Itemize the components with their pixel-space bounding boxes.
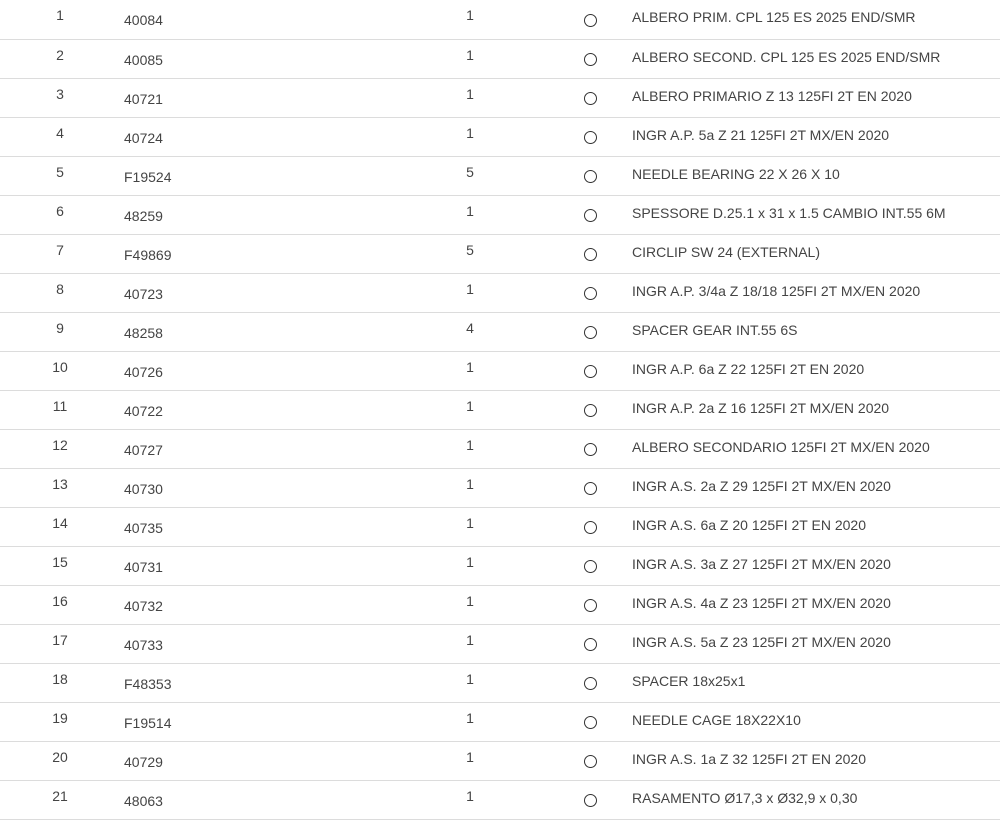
table-row (0, 351, 1000, 390)
part-code-cell (120, 741, 324, 780)
part-code: 40732 (124, 597, 163, 614)
position-cell (0, 507, 120, 546)
radio-circle-icon[interactable] (584, 14, 597, 27)
radio-circle-icon[interactable] (584, 92, 597, 105)
position-cell (0, 468, 120, 507)
part-code: 40722 (124, 402, 163, 419)
quantity-cell (324, 0, 560, 39)
part-description: INGR A.S. 3a Z 27 125FI 2T MX/EN 2020 (632, 555, 891, 572)
table-row (0, 39, 1000, 78)
radio-circle-icon[interactable] (584, 248, 597, 261)
position-cell (0, 0, 120, 39)
position-cell (0, 273, 120, 312)
position-cell (0, 702, 120, 741)
part-code: 40084 (124, 12, 163, 29)
table-row (0, 273, 1000, 312)
description-cell (620, 312, 1000, 351)
table-row (0, 0, 1000, 39)
select-cell (560, 156, 620, 195)
position-number: 12 (52, 436, 68, 453)
quantity: 1 (466, 202, 474, 219)
position-number: 15 (52, 553, 68, 570)
position-number: 20 (52, 748, 68, 765)
position-number: 11 (52, 397, 68, 414)
quantity-cell (324, 117, 560, 156)
position-number: 9 (56, 319, 64, 336)
position-number: 13 (52, 475, 68, 492)
table-row (0, 624, 1000, 663)
part-code-cell (120, 234, 324, 273)
description-cell (620, 546, 1000, 585)
position-cell (0, 195, 120, 234)
description-cell (620, 702, 1000, 741)
table-row (0, 429, 1000, 468)
select-cell (560, 117, 620, 156)
table-row (0, 195, 1000, 234)
quantity-cell (324, 234, 560, 273)
position-number: 6 (56, 202, 64, 219)
select-cell (560, 351, 620, 390)
quantity: 1 (466, 475, 474, 492)
quantity-cell (324, 585, 560, 624)
radio-circle-icon[interactable] (584, 53, 597, 66)
select-cell (560, 546, 620, 585)
select-cell (560, 741, 620, 780)
quantity: 1 (466, 514, 474, 531)
quantity: 1 (466, 553, 474, 570)
description-cell (620, 585, 1000, 624)
part-description: ALBERO PRIM. CPL 125 ES 2025 END/SMR (632, 9, 916, 26)
part-code: 48258 (124, 324, 163, 341)
table-row (0, 312, 1000, 351)
part-description: INGR A.P. 5a Z 21 125FI 2T MX/EN 2020 (632, 126, 890, 143)
quantity-cell (324, 429, 560, 468)
description-cell (620, 273, 1000, 312)
part-code: 40735 (124, 519, 163, 536)
radio-circle-icon[interactable] (584, 638, 597, 651)
quantity-cell (324, 156, 560, 195)
part-code: 40733 (124, 636, 163, 653)
radio-circle-icon[interactable] (584, 170, 597, 183)
part-description: SPESSORE D.25.1 x 31 x 1.5 CAMBIO INT.55 6M (632, 204, 946, 221)
part-code: 40723 (124, 285, 163, 302)
quantity: 1 (466, 46, 474, 63)
table-row (0, 468, 1000, 507)
part-code-cell (120, 468, 324, 507)
part-description: NEEDLE BEARING 22 X 26 X 10 (632, 165, 840, 182)
part-code-cell (120, 780, 324, 819)
radio-circle-icon[interactable] (584, 521, 597, 534)
position-cell (0, 312, 120, 351)
select-cell (560, 624, 620, 663)
part-code-cell (120, 117, 324, 156)
radio-circle-icon[interactable] (584, 326, 597, 339)
part-description: CIRCLIP SW 24 (EXTERNAL) (632, 243, 821, 260)
position-cell (0, 78, 120, 117)
select-cell (560, 468, 620, 507)
quantity-cell (324, 78, 560, 117)
select-cell (560, 273, 620, 312)
position-cell (0, 624, 120, 663)
table-row (0, 117, 1000, 156)
position-number: 10 (52, 358, 68, 375)
part-code: 40721 (124, 90, 163, 107)
quantity-cell (324, 312, 560, 351)
part-description: INGR A.P. 6a Z 22 125FI 2T EN 2020 (632, 360, 865, 377)
quantity: 1 (466, 358, 474, 375)
radio-circle-icon[interactable] (584, 131, 597, 144)
part-code: 40729 (124, 753, 163, 770)
select-cell (560, 585, 620, 624)
part-code-cell (120, 78, 324, 117)
position-number: 3 (56, 85, 64, 102)
radio-circle-icon[interactable] (584, 287, 597, 300)
quantity-cell (324, 351, 560, 390)
radio-circle-icon[interactable] (584, 716, 597, 729)
description-cell (620, 507, 1000, 546)
quantity-cell (324, 468, 560, 507)
position-number: 8 (56, 280, 64, 297)
part-code: 40730 (124, 480, 163, 497)
part-description: ALBERO PRIMARIO Z 13 125FI 2T EN 2020 (632, 87, 912, 104)
quantity: 1 (466, 670, 474, 687)
part-description: NEEDLE CAGE 18X22X10 (632, 711, 801, 728)
part-code: F48353 (124, 675, 172, 692)
part-code-cell (120, 507, 324, 546)
part-code-cell (120, 585, 324, 624)
quantity: 5 (466, 241, 474, 258)
table-row (0, 390, 1000, 429)
part-code: 40085 (124, 51, 163, 68)
part-code-cell (120, 273, 324, 312)
part-description: ALBERO SECOND. CPL 125 ES 2025 END/SMR (632, 48, 941, 65)
part-description: INGR A.P. 3/4a Z 18/18 125FI 2T MX/EN 2020 (632, 282, 921, 299)
description-cell (620, 390, 1000, 429)
position-number: 18 (52, 670, 68, 687)
select-cell (560, 234, 620, 273)
select-cell (560, 312, 620, 351)
quantity-cell (324, 390, 560, 429)
select-cell (560, 663, 620, 702)
part-description: INGR A.S. 5a Z 23 125FI 2T MX/EN 2020 (632, 633, 891, 650)
radio-circle-icon[interactable] (584, 482, 597, 495)
part-description: INGR A.S. 1a Z 32 125FI 2T EN 2020 (632, 750, 866, 767)
select-cell (560, 507, 620, 546)
position-number: 2 (56, 46, 64, 63)
position-number: 5 (56, 163, 64, 180)
part-code-cell (120, 624, 324, 663)
part-description: INGR A.S. 4a Z 23 125FI 2T MX/EN 2020 (632, 594, 891, 611)
part-code-cell (120, 390, 324, 429)
radio-circle-icon[interactable] (584, 443, 597, 456)
select-cell (560, 39, 620, 78)
quantity: 1 (466, 631, 474, 648)
description-cell (620, 195, 1000, 234)
quantity: 1 (466, 397, 474, 414)
select-cell (560, 780, 620, 819)
select-cell (560, 78, 620, 117)
table-row (0, 741, 1000, 780)
position-cell (0, 117, 120, 156)
table-row (0, 702, 1000, 741)
part-code-cell (120, 312, 324, 351)
part-code: 48063 (124, 792, 163, 809)
description-cell (620, 117, 1000, 156)
description-cell (620, 429, 1000, 468)
description-cell (620, 468, 1000, 507)
position-number: 19 (52, 709, 68, 726)
position-number: 17 (52, 631, 68, 648)
select-cell (560, 429, 620, 468)
part-description: RASAMENTO Ø17,3 x Ø32,9 x 0,30 (632, 789, 858, 806)
quantity: 1 (466, 592, 474, 609)
quantity: 1 (466, 85, 474, 102)
description-cell (620, 741, 1000, 780)
position-cell (0, 741, 120, 780)
radio-circle-icon[interactable] (584, 560, 597, 573)
part-code: 40726 (124, 363, 163, 380)
select-cell (560, 0, 620, 39)
quantity-cell (324, 780, 560, 819)
part-code: F19524 (124, 168, 172, 185)
position-cell (0, 351, 120, 390)
radio-circle-icon[interactable] (584, 209, 597, 222)
part-description: SPACER GEAR INT.55 6S (632, 321, 798, 338)
position-cell (0, 429, 120, 468)
part-code: 40724 (124, 129, 163, 146)
quantity: 1 (466, 709, 474, 726)
quantity-cell (324, 741, 560, 780)
position-cell (0, 585, 120, 624)
part-description: ALBERO SECONDARIO 125FI 2T MX/EN 2020 (632, 438, 930, 455)
description-cell (620, 156, 1000, 195)
description-cell (620, 234, 1000, 273)
table-row (0, 663, 1000, 702)
part-code-cell (120, 429, 324, 468)
description-cell (620, 663, 1000, 702)
part-code: 48259 (124, 207, 163, 224)
position-cell (0, 390, 120, 429)
quantity-cell (324, 507, 560, 546)
table-row (0, 78, 1000, 117)
part-code-cell (120, 351, 324, 390)
description-cell (620, 351, 1000, 390)
quantity: 5 (466, 163, 474, 180)
quantity-cell (324, 624, 560, 663)
position-number: 14 (52, 514, 68, 531)
part-code: F49869 (124, 246, 172, 263)
part-code-cell (120, 195, 324, 234)
part-code-cell (120, 702, 324, 741)
description-cell (620, 39, 1000, 78)
position-cell (0, 234, 120, 273)
position-number: 4 (56, 124, 64, 141)
quantity-cell (324, 39, 560, 78)
part-description: INGR A.P. 2a Z 16 125FI 2T MX/EN 2020 (632, 399, 890, 416)
quantity-cell (324, 702, 560, 741)
table-row (0, 156, 1000, 195)
part-description: INGR A.S. 6a Z 20 125FI 2T EN 2020 (632, 516, 866, 533)
position-cell (0, 156, 120, 195)
description-cell (620, 780, 1000, 819)
table-row (0, 507, 1000, 546)
select-cell (560, 195, 620, 234)
table-row (0, 234, 1000, 273)
quantity: 1 (466, 124, 474, 141)
part-code-cell (120, 0, 324, 39)
radio-circle-icon[interactable] (584, 755, 597, 768)
select-cell (560, 702, 620, 741)
table-row (0, 780, 1000, 819)
description-cell (620, 0, 1000, 39)
quantity: 1 (466, 748, 474, 765)
radio-circle-icon[interactable] (584, 365, 597, 378)
radio-circle-icon[interactable] (584, 794, 597, 807)
radio-circle-icon[interactable] (584, 677, 597, 690)
position-cell (0, 546, 120, 585)
position-number: 21 (52, 787, 68, 804)
part-code: 40731 (124, 558, 163, 575)
quantity: 1 (466, 280, 474, 297)
part-code-cell (120, 39, 324, 78)
quantity: 1 (466, 7, 474, 24)
position-cell (0, 39, 120, 78)
part-code-cell (120, 663, 324, 702)
quantity-cell (324, 663, 560, 702)
part-description: INGR A.S. 2a Z 29 125FI 2T MX/EN 2020 (632, 477, 891, 494)
quantity: 1 (466, 787, 474, 804)
quantity: 4 (466, 319, 474, 336)
quantity-cell (324, 273, 560, 312)
part-description: SPACER 18x25x1 (632, 672, 746, 689)
part-code: F19514 (124, 714, 172, 731)
description-cell (620, 624, 1000, 663)
quantity-cell (324, 195, 560, 234)
part-code: 40727 (124, 441, 163, 458)
quantity: 1 (466, 436, 474, 453)
position-cell (0, 780, 120, 819)
position-number: 1 (56, 7, 64, 24)
radio-circle-icon[interactable] (584, 404, 597, 417)
part-code-cell (120, 546, 324, 585)
radio-circle-icon[interactable] (584, 599, 597, 612)
description-cell (620, 78, 1000, 117)
position-cell (0, 663, 120, 702)
part-code-cell (120, 156, 324, 195)
table-row (0, 585, 1000, 624)
position-number: 7 (56, 241, 64, 258)
select-cell (560, 390, 620, 429)
quantity-cell (324, 546, 560, 585)
table-row (0, 546, 1000, 585)
position-number: 16 (52, 592, 68, 609)
